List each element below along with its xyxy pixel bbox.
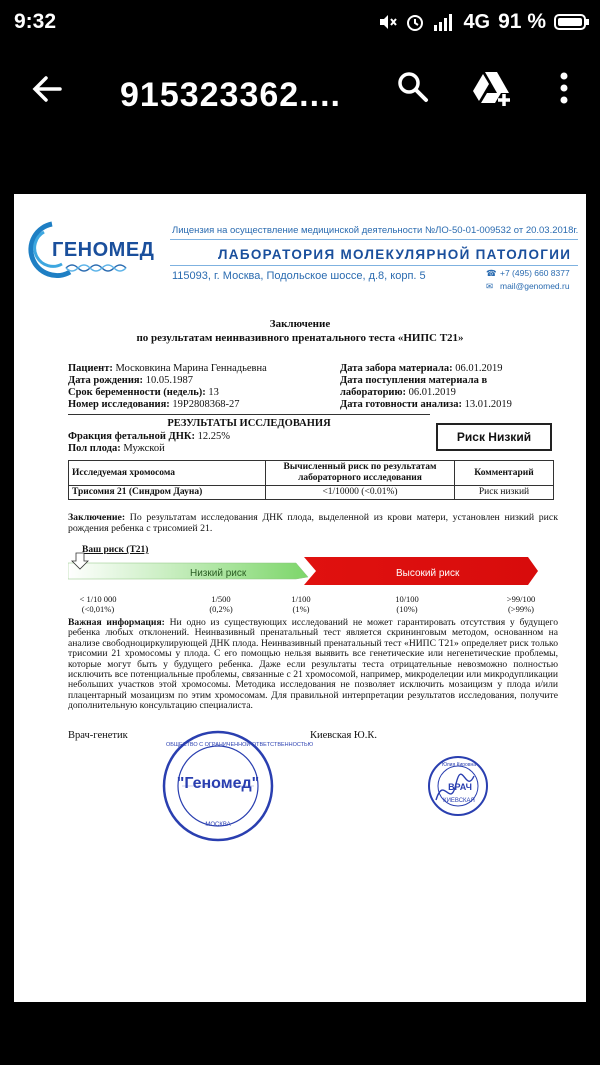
file-title: 915323362.... bbox=[120, 76, 341, 114]
field-label: Фракция фетальной ДНК: bbox=[68, 431, 196, 442]
lab-phone: +7 (495) 660 8377 bbox=[500, 268, 570, 278]
table-header-cell: Вычисленный риск по результатам лабораторного исследования bbox=[266, 461, 455, 486]
tick-percent: (<0,01%) bbox=[81, 604, 115, 614]
study-row bbox=[68, 399, 240, 410]
tick-percent: (0,2%) bbox=[209, 604, 233, 614]
stamp-ring-text: ОБЩЕСТВО С ОГРАНИЧЕННОЙ ОТВЕТСТВЕННОСТЬЮ bbox=[166, 742, 314, 748]
doctor-name: Киевская Ю.К. bbox=[310, 730, 377, 741]
doctor-stamp-name: Юлия Кировна bbox=[441, 762, 477, 768]
tick-value: 1/100 bbox=[291, 594, 311, 604]
risk-scale-bar bbox=[68, 551, 544, 591]
network-type: 4G bbox=[463, 10, 491, 33]
field-value: 06.01.2019 bbox=[455, 363, 503, 374]
conclusion-text: По результатам исследования ДНК плода, выделенной из крови матери, установлен низкий риск рождения ребенка с трисомией 21. bbox=[68, 512, 558, 534]
fraction-row bbox=[68, 431, 230, 442]
term-row bbox=[68, 387, 219, 398]
ready-row bbox=[340, 399, 512, 410]
high-risk-label: Высокий риск bbox=[396, 568, 460, 579]
field-label: Пол плода: bbox=[68, 443, 121, 454]
important-text: Ни одно из существующих исследований не может гарантировать отсутствия у будущего ребенка любых отклонений. Неинвазивный пренатальный тест является скрининговым методом, основанном на анализе свободноциркулирующей ДНК плода. Неинвазивный пренатальный тест «НИПС Т21» определяет риск только трисомии 21 хромосомы у плода. С его помощью нельзя выявить все генетические или негенетические проблемы, которые могут быть у будущего ребенка. Даже если результаты теста отрицательные невозможно полностью исключить все потенциальные проблемы, связанные с 21 хромосомой, например, микроделеции или микродупликации небольших участков этой хромосомы. Методика исследования не позволяет исключить мозаицизм у плода и/или плацентарный мозаицизм по этим хромосомам. Для правильной интерпретации результатов исследования, получите дополнительную консультацию специалиста. bbox=[68, 617, 559, 712]
more-options-icon[interactable] bbox=[556, 70, 572, 106]
logo-text: ГЕНОМЕД bbox=[52, 239, 155, 261]
add-to-drive-icon[interactable] bbox=[472, 70, 514, 108]
mute-icon bbox=[377, 12, 397, 32]
results-heading: РЕЗУЛЬТАТЫ ИССЛЕДОВАНИЯ bbox=[167, 418, 331, 429]
field-label: Дата забора материала: bbox=[340, 363, 453, 374]
your-risk-label: Ваш риск (Т21) bbox=[82, 545, 149, 555]
tick-value: 10/100 bbox=[395, 594, 419, 604]
lab-email: mail@genomed.ru bbox=[500, 281, 570, 291]
scale-tick bbox=[496, 594, 546, 614]
low-risk-label: Низкий риск bbox=[190, 568, 247, 579]
scale-tick bbox=[382, 594, 432, 614]
field-value: Мужской bbox=[123, 443, 165, 454]
conclusion-label: Заключение: bbox=[68, 512, 126, 523]
important-label: Важная информация: bbox=[68, 617, 165, 628]
field-label: Дата готовности анализа: bbox=[340, 399, 463, 410]
tick-percent: (10%) bbox=[396, 604, 418, 614]
battery-percent: 91 % bbox=[498, 10, 546, 33]
results-table bbox=[68, 460, 554, 500]
doc-subtitle: по результатам неинвазивного пренатального теста «НИПС Т21» bbox=[136, 332, 464, 344]
collect-row bbox=[340, 363, 503, 374]
table-header-row bbox=[69, 461, 554, 486]
field-value: 13 bbox=[208, 387, 219, 398]
doctor-stamp-role: ВРАЧ bbox=[448, 782, 472, 792]
lab-name: ЛАБОРАТОРИЯ МОЛЕКУЛЯРНОЙ ПАТОЛОГИИ bbox=[218, 247, 572, 262]
table-row bbox=[69, 486, 554, 500]
battery-icon bbox=[554, 13, 590, 31]
field-label: лабораторию: bbox=[340, 387, 406, 398]
field-value: Московкина Марина Геннадьевна bbox=[115, 363, 267, 374]
receipt-row bbox=[340, 387, 456, 398]
stamp-city: МОСКВА bbox=[205, 822, 231, 828]
table-cell: <1/10000 (<0.01%) bbox=[266, 486, 455, 500]
field-value: 06.01.2019 bbox=[408, 387, 456, 398]
tick-percent: (>99%) bbox=[507, 604, 535, 614]
status-bar bbox=[0, 0, 600, 44]
field-label: Дата рождения: bbox=[68, 375, 144, 386]
tick-value: 1/500 bbox=[211, 594, 231, 604]
field-label: Пациент: bbox=[68, 363, 113, 374]
tick-value: >99/100 bbox=[506, 594, 536, 604]
status-time: 9:32 bbox=[14, 10, 57, 33]
important-paragraph bbox=[68, 618, 558, 712]
license-text: Лицензия на осуществление медицинской деятельности №ЛО-50-01-009532 от 20.03.2018г. bbox=[172, 225, 579, 236]
field-label: Срок беременности (недель): bbox=[68, 387, 206, 398]
app-bar bbox=[0, 50, 600, 140]
tick-value: < 1/10 000 bbox=[79, 594, 117, 604]
signal-icon bbox=[433, 13, 455, 31]
patient-row bbox=[68, 363, 267, 374]
field-value: 12.25% bbox=[197, 431, 231, 442]
phone-icon: ☎ bbox=[486, 268, 497, 278]
alarm-icon bbox=[405, 12, 425, 32]
doctor-role: Врач-генетик bbox=[68, 730, 128, 741]
doctor-stamp-surname: КИЕВСКАЯ bbox=[443, 798, 475, 804]
scale-tick bbox=[70, 594, 126, 614]
scale-tick bbox=[276, 594, 326, 614]
tick-percent: (1%) bbox=[292, 604, 310, 614]
conclusion-paragraph bbox=[68, 513, 558, 535]
header-divider bbox=[170, 239, 578, 240]
doc-title: Заключение bbox=[269, 318, 331, 330]
stamp-company-name: "Геномед" bbox=[176, 775, 260, 792]
sex-row bbox=[68, 443, 165, 454]
field-value: 10.05.1987 bbox=[145, 375, 193, 386]
table-cell: Риск низкий bbox=[455, 486, 554, 500]
lab-address: 115093, г. Москва, Подольское шоссе, д.8, корп. 5 bbox=[172, 270, 426, 282]
risk-summary-box: Риск Низкий bbox=[436, 423, 552, 451]
field-label: Номер исследования: bbox=[68, 399, 170, 410]
table-header-cell: Комментарий bbox=[455, 461, 554, 486]
header-divider bbox=[170, 265, 578, 266]
field-value: 13.01.2019 bbox=[464, 399, 512, 410]
status-icons bbox=[377, 10, 590, 34]
dob-row bbox=[68, 375, 193, 386]
back-arrow-icon[interactable] bbox=[30, 72, 64, 106]
field-value: 19P2808368-27 bbox=[172, 399, 240, 410]
results-divider bbox=[68, 414, 430, 415]
mail-icon: ✉ bbox=[486, 281, 494, 291]
search-icon[interactable] bbox=[396, 70, 430, 104]
table-header-cell: Исследуемая хромосома bbox=[69, 461, 266, 486]
receipt-label: Дата поступления материала в bbox=[340, 375, 488, 386]
document-page bbox=[14, 194, 586, 1002]
table-cell: Трисомия 21 (Синдром Дауна) bbox=[69, 486, 266, 500]
scale-tick bbox=[196, 594, 246, 614]
